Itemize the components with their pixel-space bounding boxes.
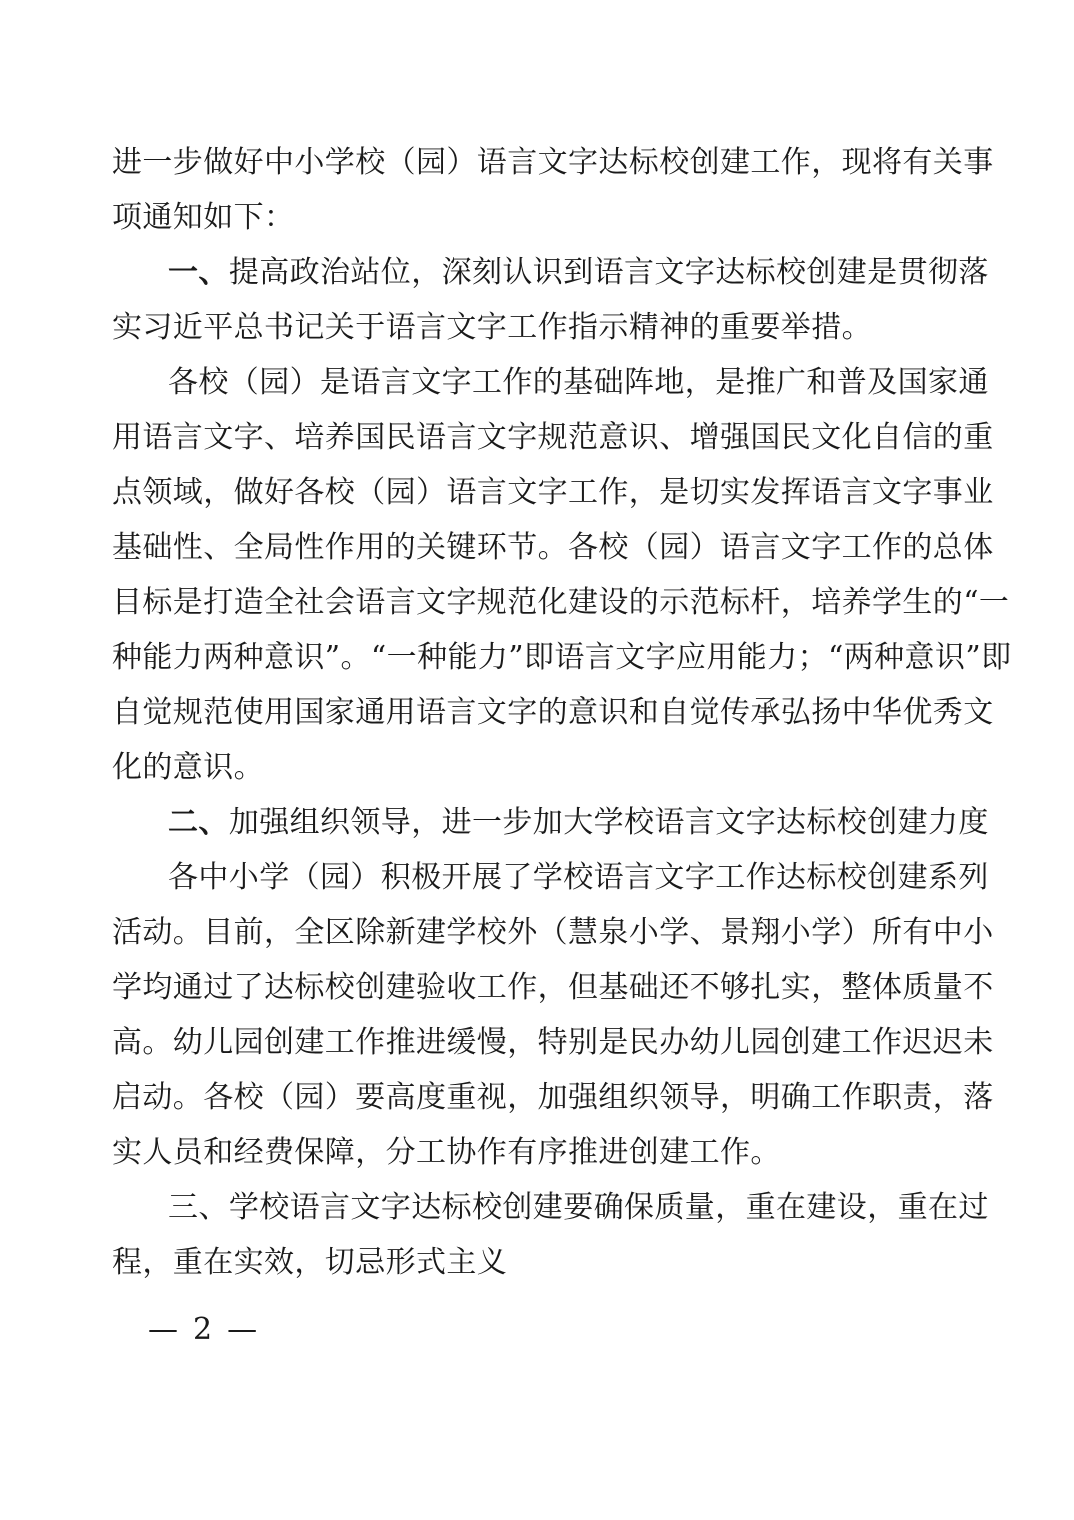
section-heading-number: 三、 xyxy=(168,1190,229,1225)
footer-dash-left: — xyxy=(148,1312,178,1347)
body-line: 点领域，做好各校（园）语言文字工作，是切实发挥语言文字事业 xyxy=(112,475,994,510)
body-line: 进一步做好中小学校（园）语言文字达标校创建工作，现将有关事 xyxy=(112,145,994,180)
section-heading-number: 二、 xyxy=(168,805,229,840)
body-line: 种能力两种意识”。“一种能力”即语言文字应用能力；“两种意识”即 xyxy=(112,640,1012,675)
body-line: 项通知如下： xyxy=(112,200,295,235)
section-heading-text: 学校语言文字达标校创建要确保质量，重在建设，重在过 xyxy=(228,1190,989,1225)
body-line: 自觉规范使用国家通用语言文字的意识和自觉传承弘扬中华优秀文 xyxy=(112,695,994,730)
body-line: 基础性、全局性作用的关键环节。各校（园）语言文字工作的总体 xyxy=(112,530,994,565)
section-heading-number: 一、 xyxy=(168,255,229,290)
body-line: 学均通过了达标校创建验收工作，但基础还不够扎实，整体质量不 xyxy=(112,970,994,1005)
page-footer xyxy=(148,1310,257,1350)
section-heading-text: 提高政治站位，深刻认识到语言文字达标校创建是贯彻落 xyxy=(228,255,989,290)
section-heading-2 xyxy=(168,799,988,847)
body-line: 程，重在实效，切忌形式主义 xyxy=(112,1245,508,1280)
page-number: 2 xyxy=(193,1312,213,1347)
footer-dash-right: — xyxy=(227,1312,258,1347)
body-line: 目标是打造全社会语言文字规范化建设的示范标杆，培养学生的“一 xyxy=(112,585,1010,620)
body-line: 启动。各校（园）要高度重视，加强组织领导，明确工作职责，落 xyxy=(112,1080,994,1115)
body-line: 高。幼儿园创建工作推进缓慢，特别是民办幼儿园创建工作迟迟未 xyxy=(112,1025,994,1060)
section-heading-text: 加强组织领导，进一步加大学校语言文字达标校创建力度 xyxy=(228,805,989,840)
body-line: 用语言文字、培养国民语言文字规范意识、增强国民文化自信的重 xyxy=(112,420,994,455)
body-line: 各中小学（园）积极开展了学校语言文字工作达标校创建系列 xyxy=(168,860,989,895)
section-heading-3 xyxy=(168,1184,988,1232)
body-line: 实人员和经费保障，分工协作有序推进创建工作。 xyxy=(112,1135,781,1170)
body-line: 实习近平总书记关于语言文字工作指示精神的重要举措。 xyxy=(112,310,872,345)
body-line: 化的意识。 xyxy=(112,750,264,785)
section-heading-1 xyxy=(168,249,988,297)
body-line: 各校（园）是语言文字工作的基础阵地，是推广和普及国家通 xyxy=(168,365,989,400)
body-line: 活动。目前，全区除新建学校外（慧泉小学、景翔小学）所有中小 xyxy=(112,915,994,950)
